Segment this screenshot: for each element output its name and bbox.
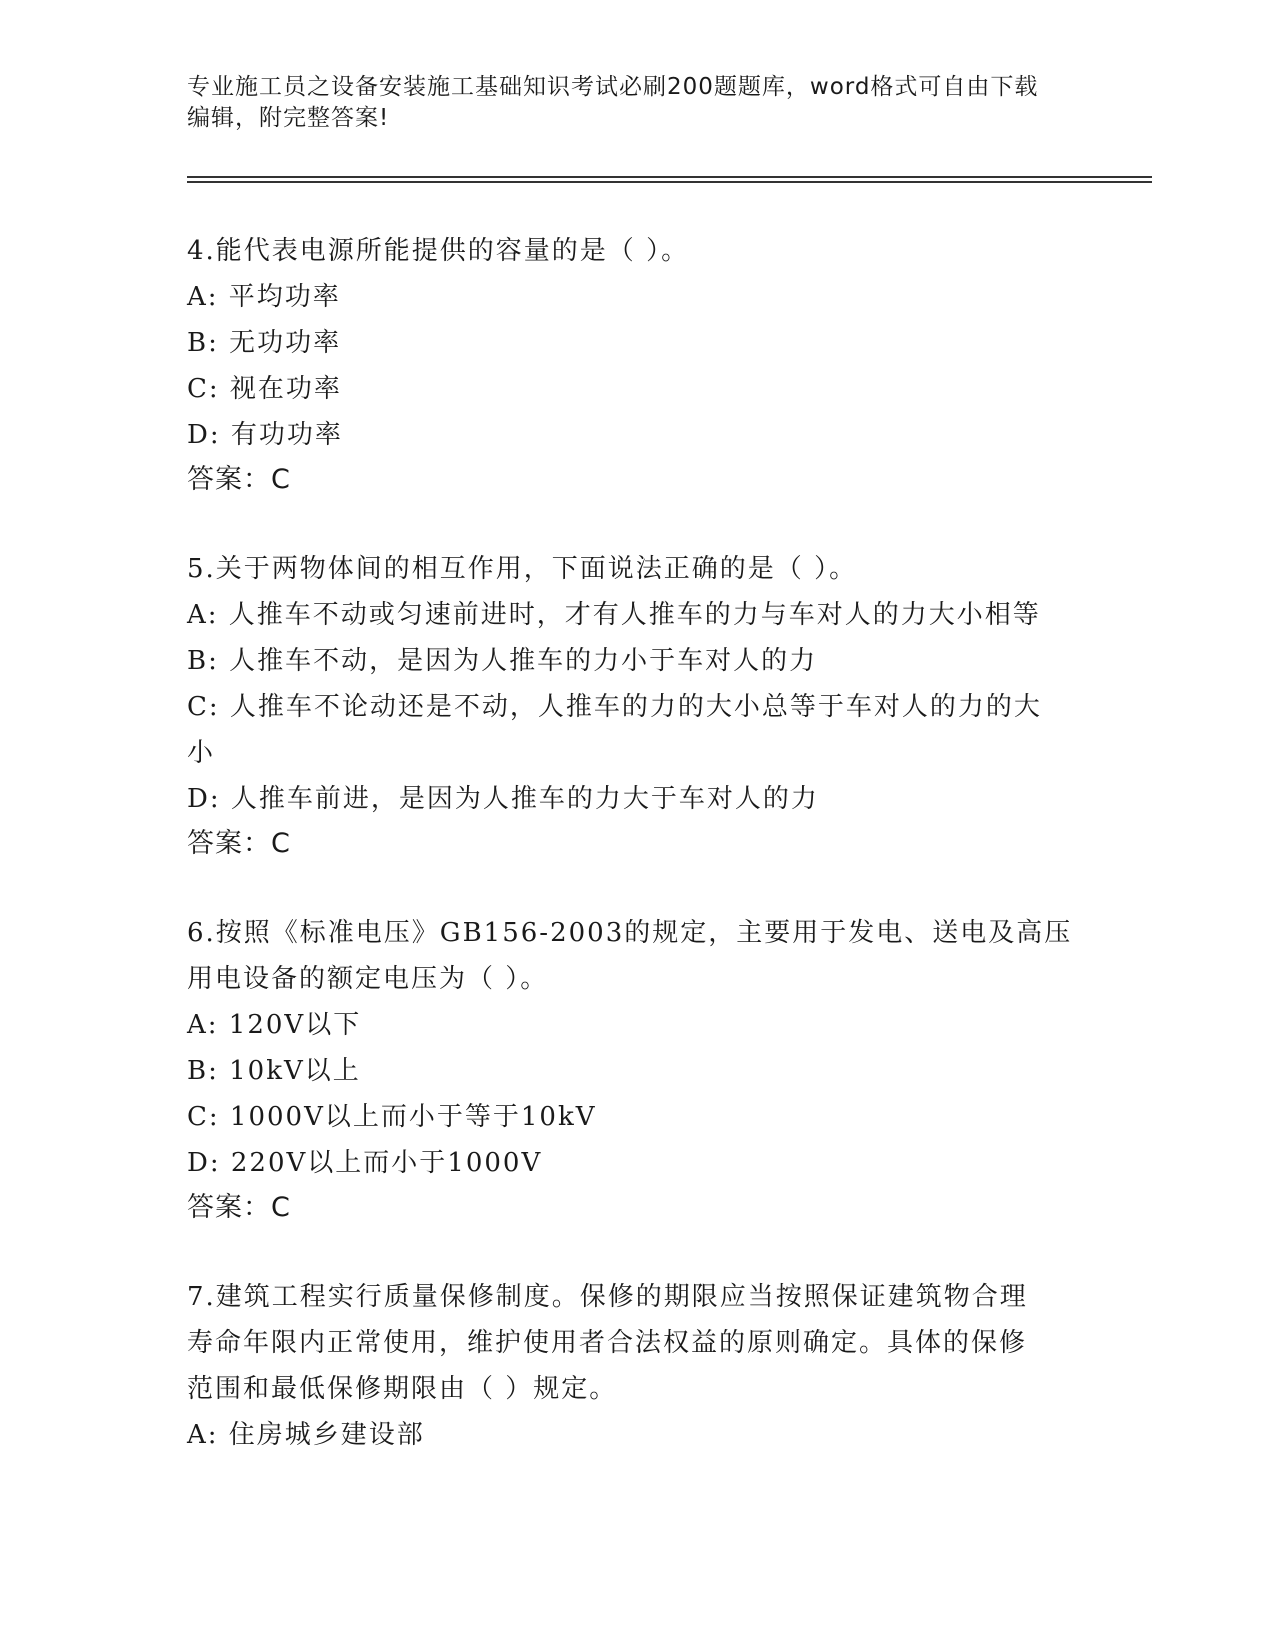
question-4 — [187, 228, 1087, 502]
option-a: A: 住房城乡建设部 — [187, 1420, 425, 1450]
answer-label: 答案：C — [187, 1192, 291, 1223]
option-c: C: 视在功率 — [187, 374, 342, 404]
option-b: B: 人推车不动，是因为人推车的力小于车对人的力 — [187, 646, 818, 676]
option-d: D: 人推车前进，是因为人推车的力大于车对人的力 — [187, 784, 819, 814]
option-a: A: 人推车不动或匀速前进时，才有人推车的力与车对人的力大小相等 — [187, 600, 1041, 630]
question-list — [187, 228, 1087, 1502]
document-header — [187, 72, 1067, 134]
option-a: A: 平均功率 — [187, 282, 341, 312]
header-divider-bottom — [187, 181, 1152, 183]
question-stem: 5.关于两物体间的相互作用，下面说法正确的是（ ）。 — [187, 554, 858, 584]
option-c-continued: 小 — [187, 738, 216, 768]
header-line-2: 编辑，附完整答案! — [187, 105, 390, 131]
option-c: C: 人推车不论动还是不动，人推车的力的大小总等于车对人的力的大 — [187, 692, 1042, 722]
option-b: B: 10kV以上 — [187, 1056, 361, 1086]
question-stem: 7.建筑工程实行质量保修制度。保修的期限应当按照保证建筑物合理 — [187, 1282, 1028, 1312]
question-stem-continued: 寿命年限内正常使用，维护使用者合法权益的原则确定。具体的保修 — [187, 1328, 1028, 1358]
question-7 — [187, 1274, 1087, 1458]
question-stem: 6.按照《标准电压》GB156-2003的规定，主要用于发电、送电及高压 — [187, 918, 1073, 948]
option-d: D: 有功功率 — [187, 420, 343, 450]
question-stem-continued: 用电设备的额定电压为（ ）。 — [187, 964, 549, 994]
option-b: B: 无功功率 — [187, 328, 342, 358]
option-a: A: 120V以下 — [187, 1010, 362, 1040]
question-stem: 4.能代表电源所能提供的容量的是（ ）。 — [187, 236, 690, 266]
header-divider-top — [187, 176, 1152, 178]
option-d: D: 220V以上而小于1000V — [187, 1148, 543, 1178]
answer-label: 答案：C — [187, 828, 291, 859]
question-5 — [187, 546, 1087, 866]
question-6 — [187, 910, 1087, 1230]
option-c: C: 1000V以上而小于等于10kV — [187, 1102, 597, 1132]
question-stem-continued-2: 范围和最低保修期限由（ ）规定。 — [187, 1374, 618, 1404]
header-line-1: 专业施工员之设备安装施工基础知识考试必刷200题题库，word格式可自由下载 — [187, 74, 1039, 100]
answer-label: 答案：C — [187, 464, 291, 495]
